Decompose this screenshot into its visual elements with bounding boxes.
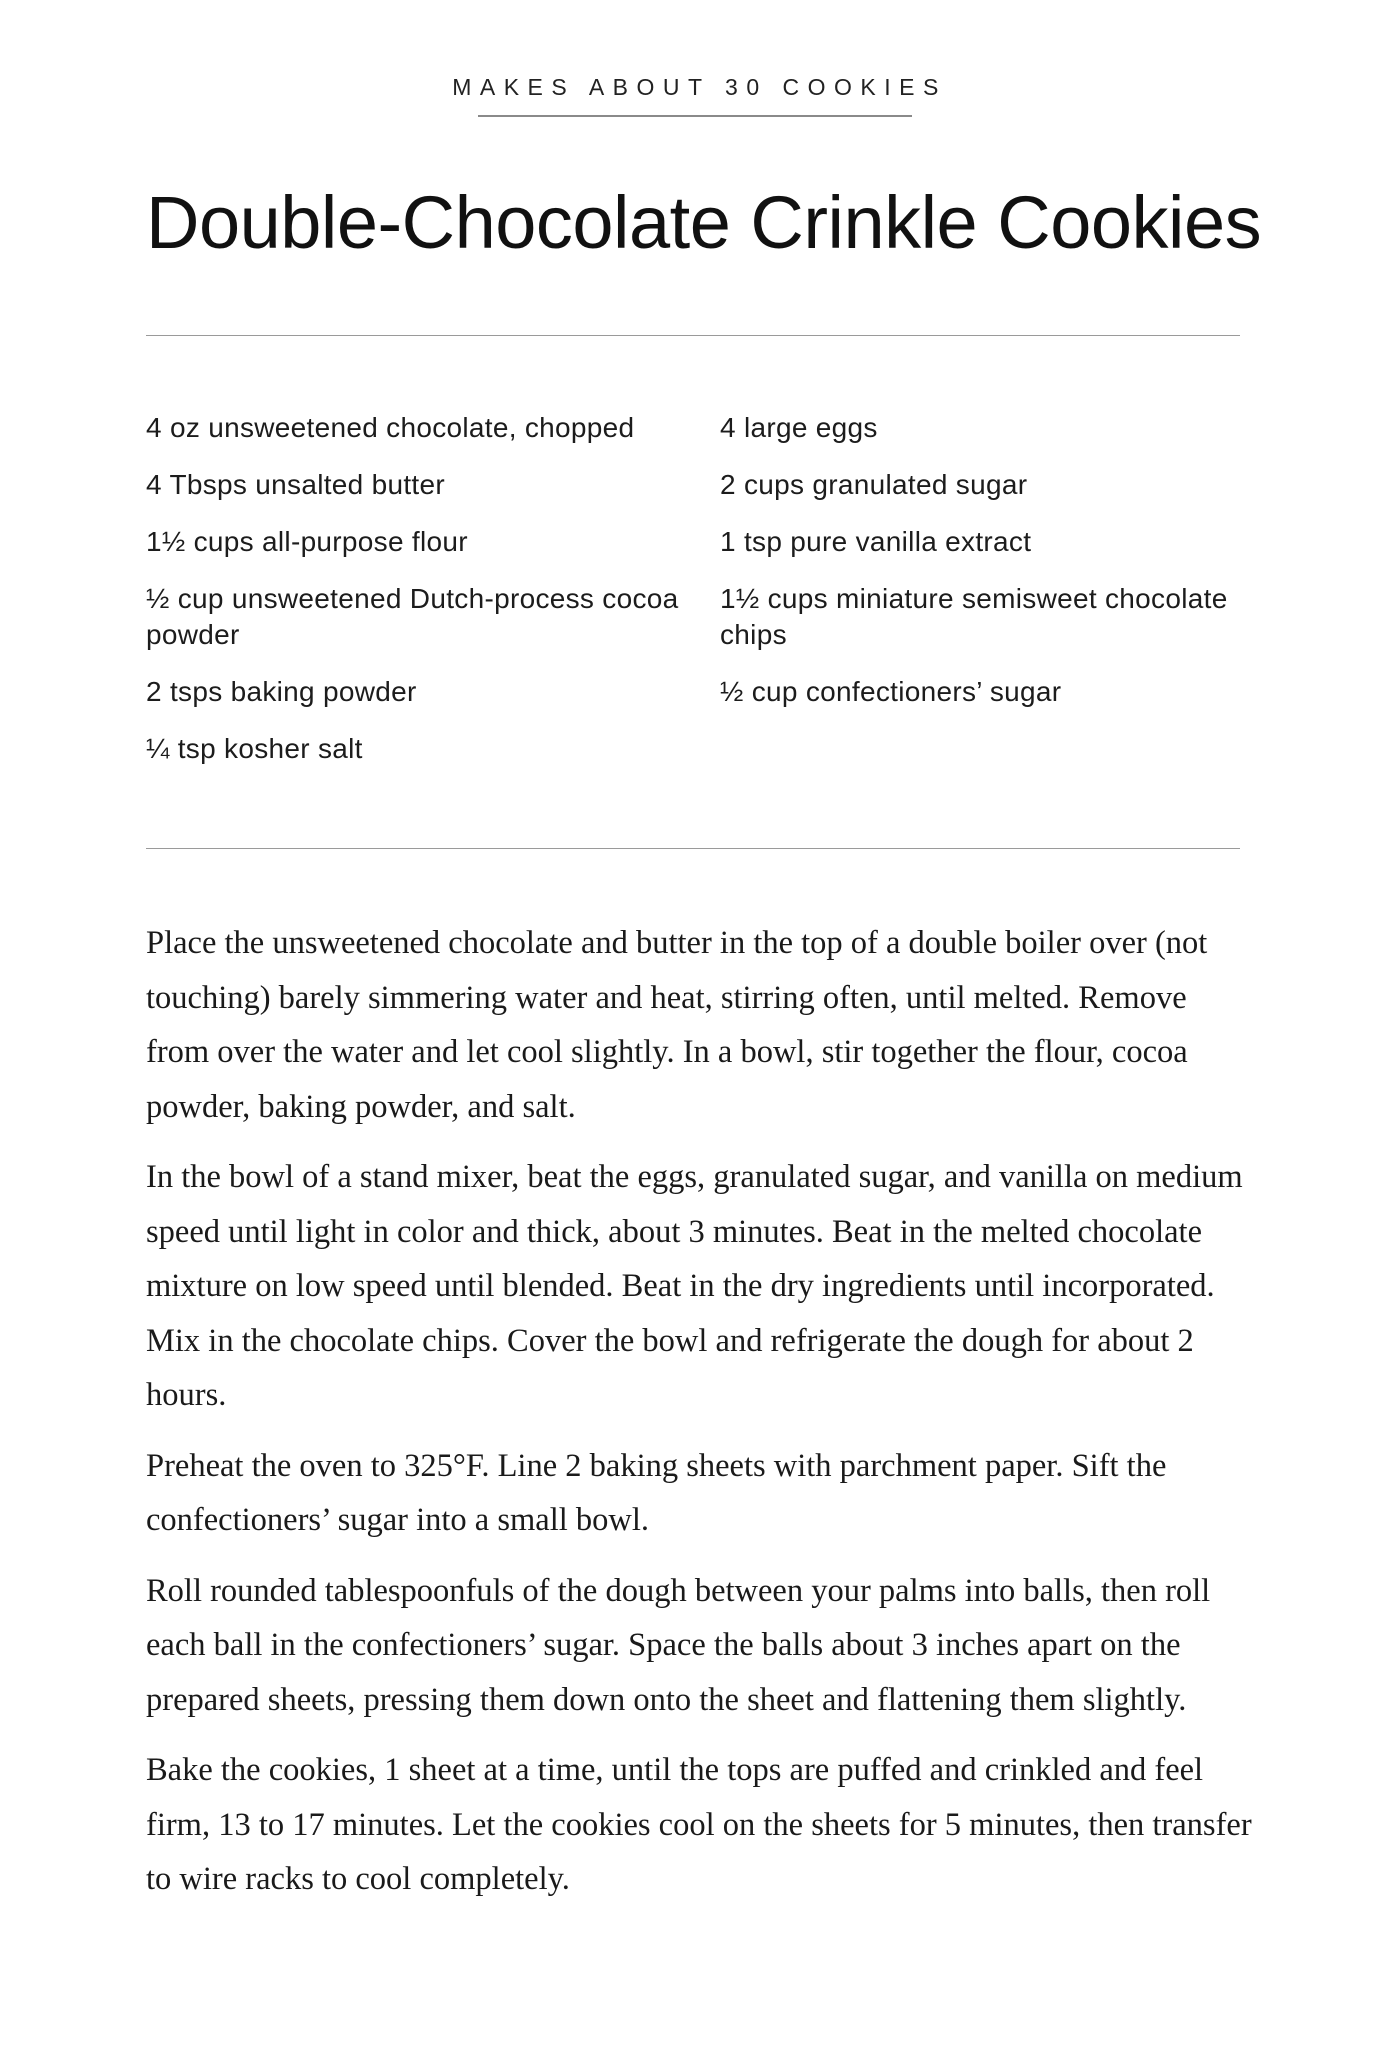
ingredient-item: ½ cup unsweetened Dutch-process cocoa powder bbox=[146, 583, 679, 650]
ingredient-item: 1½ cups all-purpose flour bbox=[146, 526, 468, 557]
divider-bottom bbox=[146, 848, 1240, 849]
yield-underline bbox=[478, 115, 912, 117]
ingredients-column-left bbox=[146, 410, 686, 788]
recipe-title: Double-Chocolate Crinkle Cookies bbox=[146, 181, 1262, 264]
ingredient-item: 4 Tbsps unsalted butter bbox=[146, 469, 446, 500]
ingredient-item: 1 tsp pure vanilla extract bbox=[720, 526, 1032, 557]
method-step: Bake the cookies, 1 sheet at a time, until the tops are puffed and crinkled and feel firm, 13 to 17 minutes. Let the cookies cool on the sheets for 5 minutes, then transfer to wire racks to cool completely. bbox=[146, 1752, 1252, 1897]
method-step: Roll rounded tablespoonfuls of the dough between your palms into balls, then roll each ball in the confectioners’ sugar. Space the balls about 3 inches apart on the prepared sheets, pressing them down onto the sheet and flattening them slightly. bbox=[146, 1572, 1211, 1718]
method-step: In the bowl of a stand mixer, beat the eggs, granulated sugar, and vanilla on medium speed until light in color and thick, about 3 minutes. Beat in the melted chocolate mixture on low speed until blended. Beat in the dry ingredients until incorporated. Mix in the chocolate chips. Cover the bowl and refrigerate the dough for about 2 hours. bbox=[146, 1159, 1243, 1413]
divider-top bbox=[146, 335, 1240, 336]
ingredient-item: 2 tsps baking powder bbox=[146, 676, 417, 707]
method-step: Place the unsweetened chocolate and butter in the top of a double boiler over (not touching) barely simmering water and heat, stirring often, until melted. Remove from over the water and let cool slightly. In a bowl, stir together the flour, cocoa powder, baking powder, and salt. bbox=[146, 925, 1208, 1125]
ingredient-item: ½ cup confectioners’ sugar bbox=[720, 676, 1062, 707]
ingredient-item: 4 large eggs bbox=[720, 412, 878, 443]
ingredient-item: ¼ tsp kosher salt bbox=[146, 733, 363, 764]
recipe-yield: MAKES ABOUT 30 COOKIES bbox=[452, 74, 947, 100]
method-step: Preheat the oven to 325°F. Line 2 baking sheets with parchment paper. Sift the confectioners’ sugar into a small bowl. bbox=[146, 1447, 1167, 1538]
ingredients-column-right bbox=[720, 410, 1240, 731]
ingredient-item: 4 oz unsweetened chocolate, chopped bbox=[146, 412, 635, 443]
method-steps bbox=[146, 916, 1256, 1923]
ingredient-item: 2 cups granulated sugar bbox=[720, 469, 1028, 500]
ingredient-item: 1½ cups miniature semisweet chocolate chips bbox=[720, 583, 1228, 650]
